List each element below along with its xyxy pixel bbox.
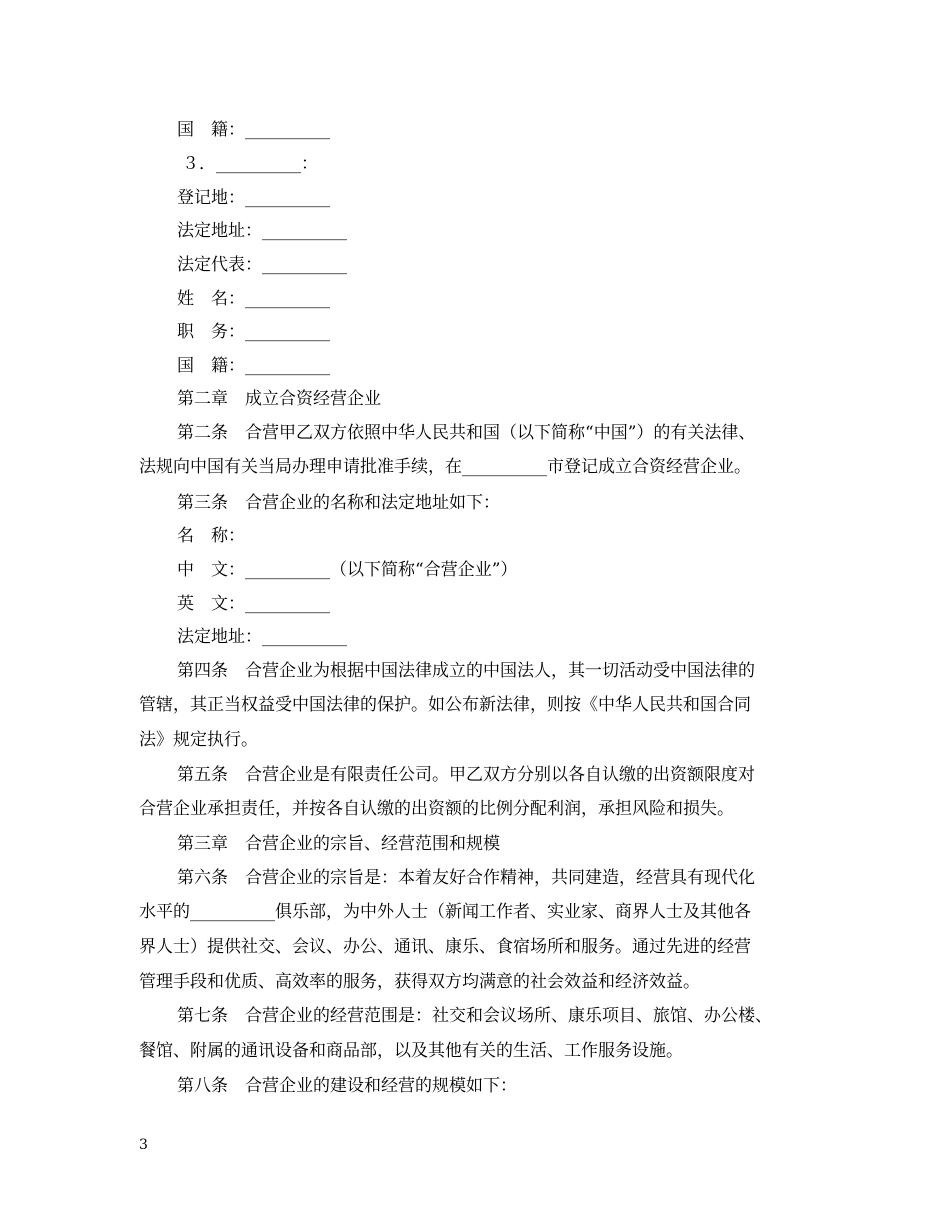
position-line: 职 务：__________ [177, 322, 330, 342]
article-8-line: 第八条 合营企业的建设和经营的规模如下： [177, 1076, 517, 1096]
article-3-line: 第三条 合营企业的名称和法定地址如下： [177, 493, 500, 513]
article-4-line-3: 法》规定执行。 [139, 730, 258, 750]
chapter-3-heading: 第三章 合营企业的宗旨、经营范围和规模 [177, 834, 500, 854]
legal-address-line-2: 法定地址：__________ [177, 627, 347, 647]
legal-address-line-1: 法定地址：__________ [177, 221, 347, 241]
company-name-heading: 名 称： [177, 526, 245, 546]
nationality-line-1: 国 籍：__________ [177, 120, 330, 140]
article-6-line-4: 管理手段和优质、高效率的服务，获得双方均满意的社会效益和经济效益。 [139, 972, 700, 992]
article-4-line-2: 管辖，其正当权益受中国法律的保护。如公布新法律，则按《中华人民共和国合同 [139, 695, 751, 715]
article-6-line-1: 第六条 合营企业的宗旨是：本着友好合作精神，共同建造，经营具有现代化 [177, 868, 755, 888]
article-5-line-2: 合营企业承担责任，并按各自认缴的出资额的比例分配利润，承担风险和损失。 [139, 799, 734, 819]
chinese-name-line: 中 文：__________（以下简称“合营企业”） [177, 560, 518, 580]
nationality-line-2: 国 籍：__________ [177, 356, 330, 376]
party-3-heading: ３．__________： [182, 154, 318, 174]
article-2-line-1: 第二条 合营甲乙双方依照中华人民共和国（以下简称“中国”）的有关法律、 [177, 423, 756, 443]
article-7-line-1: 第七条 合营企业的经营范围是：社交和会议场所、康乐项目、旅馆、办公楼、 [177, 1006, 772, 1026]
name-line: 姓 名：__________ [177, 289, 330, 309]
legal-representative-line: 法定代表：__________ [177, 255, 347, 275]
english-name-line: 英 文：__________ [177, 594, 330, 614]
article-6-line-2: 水平的__________俱乐部，为中外人士（新闻工作者、实业家、商界人士及其他各 [139, 902, 751, 922]
registration-place-line: 登记地：__________ [177, 188, 330, 208]
article-2-line-2: 法规向中国有关当局办理申请批准手续，在__________市登记成立合资经营企业。 [139, 457, 751, 477]
article-7-line-2: 餐馆、附属的通讯设备和商品部，以及其他有关的生活、工作服务设施。 [139, 1041, 683, 1061]
page-number: 3 [139, 1137, 148, 1153]
article-5-line-1: 第五条 合营企业是有限责任公司。甲乙双方分别以各自认缴的出资额限度对 [177, 765, 755, 785]
chapter-2-heading: 第二章 成立合资经营企业 [177, 389, 381, 409]
article-4-line-1: 第四条 合营企业为根据中国法律成立的中国法人，其一切活动受中国法律的 [177, 661, 755, 681]
article-6-line-3: 界人士）提供社交、会议、办公、通讯、康乐、食宿场所和服务。通过先进的经营 [139, 937, 751, 957]
